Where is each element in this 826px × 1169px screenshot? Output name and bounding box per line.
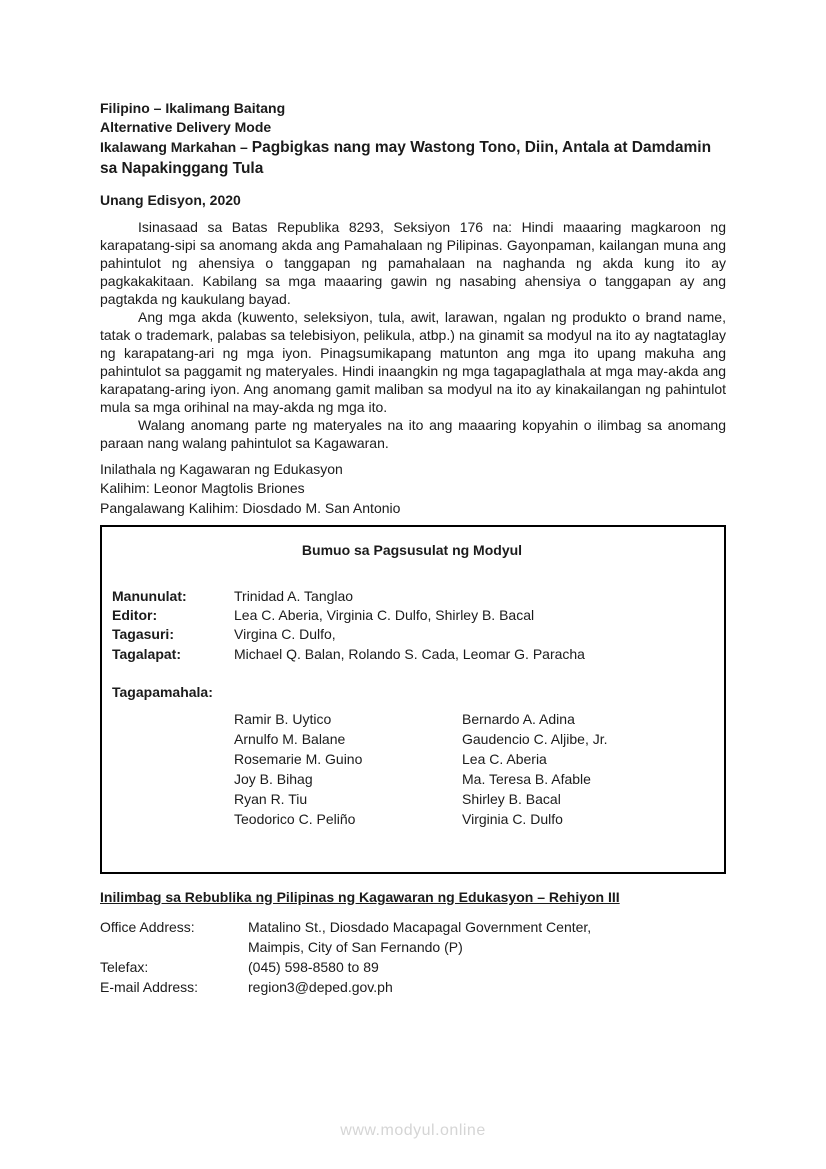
managers-label: Tagapamahala: xyxy=(112,684,213,701)
module-title: Pagbigkas nang may Wastong Tono, Diin, Antala at Damdamin sa Napakinggang Tula xyxy=(100,139,712,177)
quarter-label: Ikalawang Markahan – xyxy=(100,139,252,155)
role-label: Manunulat: xyxy=(112,587,187,604)
credits-roles xyxy=(112,587,712,664)
role-label: Editor: xyxy=(112,607,158,624)
imprint-value xyxy=(248,917,726,957)
manager-name: Ma. Teresa B. Afable xyxy=(462,771,591,788)
imprint-row-telefax xyxy=(100,957,726,977)
managers-column-2 xyxy=(462,709,712,829)
imprint-details xyxy=(100,917,726,997)
imprint-label: Office Address: xyxy=(100,918,195,935)
role-label: Tagalapat: xyxy=(112,645,181,662)
copyright-paragraph-3: Walang anomang parte ng materyales na ito ang maaaring kopyahin o ilimbag sa anomang paraan nang walang pahintulot sa Kagawaran. xyxy=(100,417,726,451)
role-row-writer xyxy=(112,587,712,606)
email-address: region3@deped.gov.ph xyxy=(248,978,393,995)
manager-name: Lea C. Aberia xyxy=(462,751,547,768)
imprint-label: Telefax: xyxy=(100,958,149,975)
manager-name: Bernardo A. Adina xyxy=(462,711,575,728)
delivery-mode-line: Alternative Delivery Mode xyxy=(100,119,272,135)
secretary-line: Kalihim: Leonor Magtolis Briones xyxy=(100,480,305,497)
quarter-title-line xyxy=(100,137,726,179)
manager-name: Teodorico C. Peliño xyxy=(234,811,356,828)
imprint-label: E-mail Address: xyxy=(100,978,199,995)
managers-column-1 xyxy=(234,709,462,829)
subject-grade-line: Filipino – Ikalimang Baitang xyxy=(100,100,286,116)
manager-name: Arnulfo M. Balane xyxy=(234,731,346,748)
role-value: Trinidad A. Tanglao xyxy=(234,587,354,604)
imprint-row-email xyxy=(100,977,726,997)
imprint-heading: Inilimbag sa Rebublika ng Pilipinas ng Kagawaran ng Edukasyon – Rehiyon III xyxy=(100,888,620,905)
office-address-line-1: Matalino St., Diosdado Macapagal Government Center, xyxy=(248,918,592,935)
role-label: Tagasuri: xyxy=(112,626,174,643)
role-value: Virgina C. Dulfo, xyxy=(234,626,336,643)
edition-line: Unang Edisyon, 2020 xyxy=(100,192,241,208)
role-row-editor xyxy=(112,606,712,625)
role-row-reviewer xyxy=(112,625,712,644)
publisher-block xyxy=(100,460,726,518)
manager-name: Virginia C. Dulfo xyxy=(462,811,563,828)
manager-name: Shirley B. Bacal xyxy=(462,791,561,808)
manager-name: Rosemarie M. Guino xyxy=(234,751,363,768)
manager-name: Joy B. Bihag xyxy=(234,771,313,788)
office-address-line-2: Maimpis, City of San Fernando (P) xyxy=(248,938,463,955)
credits-box-title: Bumuo sa Pagsusulat ng Modyul xyxy=(301,541,523,558)
credits-box xyxy=(100,525,726,874)
role-value: Lea C. Aberia, Virginia C. Dulfo, Shirley B. Bacal xyxy=(234,607,535,624)
managers-grid xyxy=(234,709,712,829)
manager-name: Ryan R. Tiu xyxy=(234,791,308,808)
telefax-number: (045) 598-8580 to 89 xyxy=(248,958,379,975)
role-value: Michael Q. Balan, Rolando S. Cada, Leomar G. Paracha xyxy=(234,645,585,662)
manager-name: Gaudencio C. Aljibe, Jr. xyxy=(462,731,608,748)
copyright-paragraph-1: Isinasaad sa Batas Republika 8293, Seksiyon 176 na: Hindi maaaring magkaroon ng karapatang-sipi sa anomang akda ang Pamahalaan ng Pilipinas. Gayonpaman, kailangan muna ang pahintulot ng ahensiya o tanggapan ng pamahalaan na naghanda ng akda kung ito ay pagkakakitaan. Kabilang sa mga maaaring gawin ng nasabing ahensiya o tanggapan ay ang pagtakda ng kaukulang bayad. xyxy=(100,219,726,307)
published-by-line: Inilathala ng Kagawaran ng Edukasyon xyxy=(100,461,343,477)
document-header xyxy=(100,99,726,179)
copyright-notice xyxy=(100,218,726,452)
role-row-layout xyxy=(112,645,712,664)
undersecretary-line: Pangalawang Kalihim: Diosdado M. San Antonio xyxy=(100,499,401,516)
imprint-row-office-address xyxy=(100,917,726,957)
watermark-text: www.modyul.online xyxy=(340,1122,486,1139)
manager-name: Ramir B. Uytico xyxy=(234,711,332,728)
copyright-paragraph-2: Ang mga akda (kuwento, seleksiyon, tula, awit, larawan, ngalan ng produkto o brand name, tatak o trademark, palabas sa telebisiyon, pelikula, atbp.) na ginamit sa modyul na ito ay nagtataglay ng karapatang-ari ng mga iyon. Pinagsumikapang matunton ang mga ito upang makuha ang pahintulot sa paggamit ng materyales. Hindi inaangkin ng mga tagapaglathala at mga may-akda ang karapatang-aring iyon. Ang anomang gamit maliban sa modyul na ito ay kinakailangan ng pahintulot mula sa mga orihinal na may-akda ng mga ito. xyxy=(100,309,726,415)
